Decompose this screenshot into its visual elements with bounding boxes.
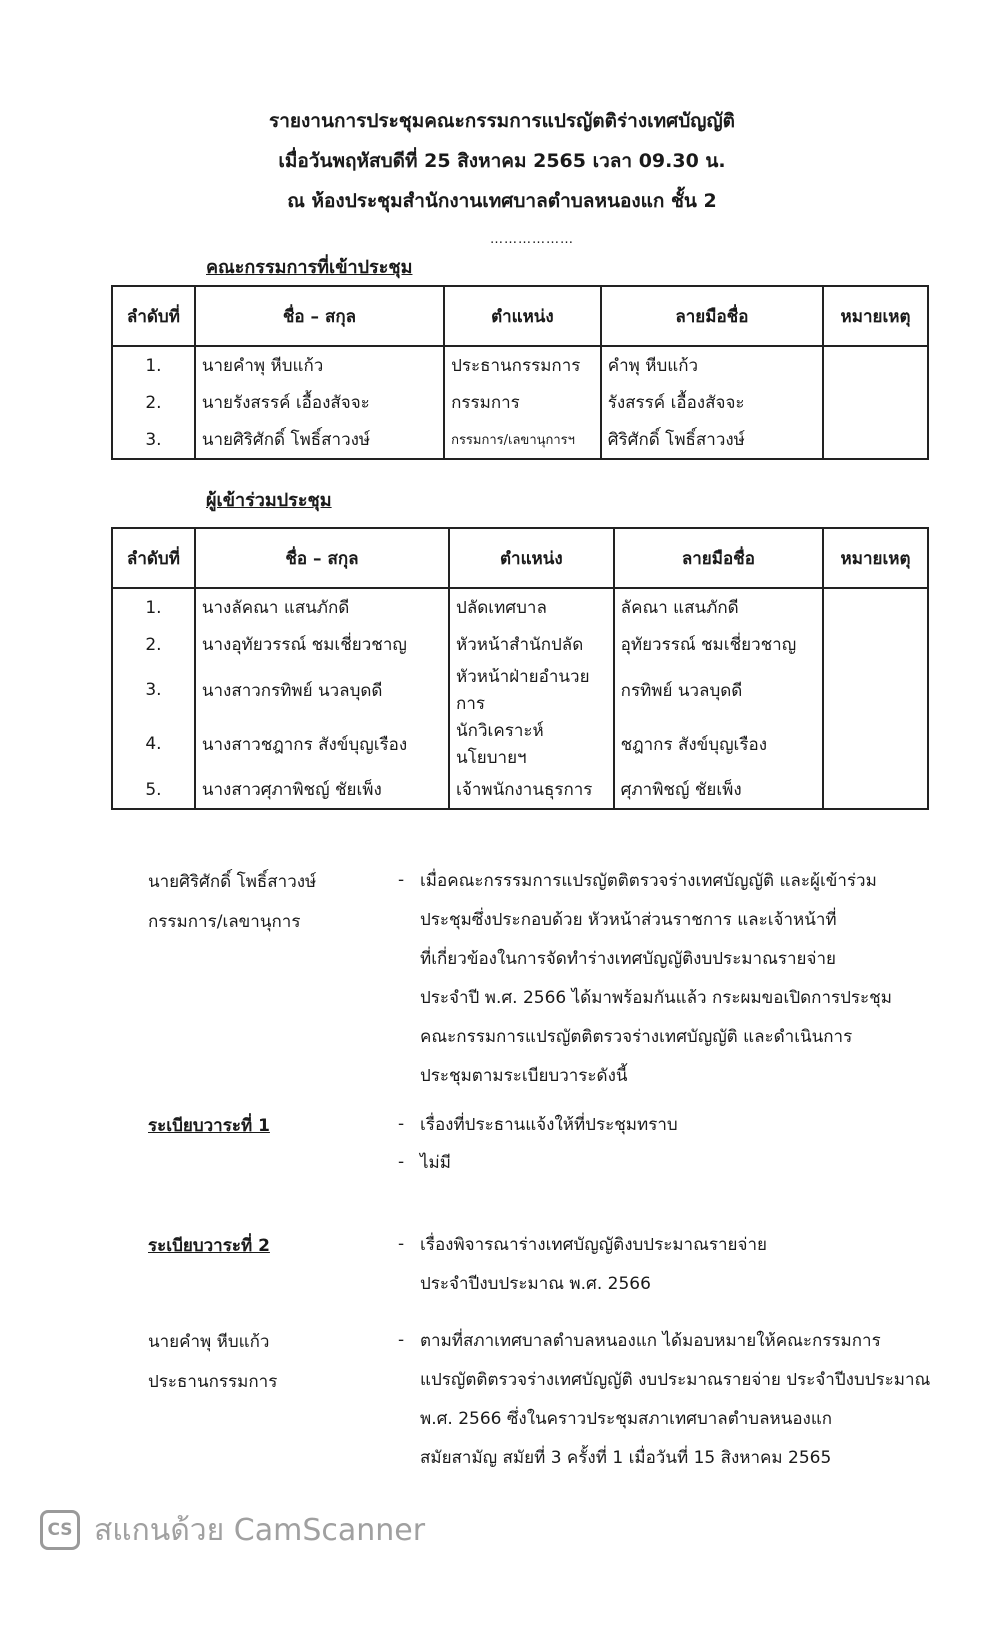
member-position: กรรมการ/เลขานุการฯ bbox=[444, 421, 601, 459]
attendee-name: นางอุทัยวรรณ์ ชมเชี่ยวชาญ bbox=[195, 626, 449, 663]
member-name: นายศิริศักดิ์ โพธิ์สาวงษ์ bbox=[195, 421, 444, 459]
attendee-signature: ชฎากร สังข์บุญเรือง bbox=[614, 717, 823, 771]
attendee-position: หัวหน้าสำนักปลัด bbox=[449, 626, 614, 663]
paragraph-line: คณะกรรมการแปรญัตติตรวจร่างเทศบัญญัติ และดำเนินการ bbox=[420, 1027, 853, 1047]
table-row bbox=[112, 626, 928, 663]
attendees-header-row bbox=[112, 528, 928, 588]
table-row bbox=[112, 771, 928, 809]
opening-dash: - bbox=[398, 870, 405, 890]
watermark-text: สแกนด้วย CamScanner bbox=[94, 1512, 426, 1548]
col-order: ลำดับที่ bbox=[112, 528, 195, 588]
member-signature: รังสรรค์ เอื้องสัจจะ bbox=[601, 384, 823, 421]
table-row bbox=[112, 384, 928, 421]
col-position: ตำแหน่ง bbox=[449, 528, 614, 588]
camscanner-watermark bbox=[40, 1508, 425, 1552]
paragraph-line: พ.ศ. 2566 ซึ่งในคราวประชุมสภาเทศบาลตำบลหนองแก bbox=[420, 1409, 833, 1429]
col-name: ชื่อ – สกุล bbox=[195, 528, 449, 588]
col-name: ชื่อ – สกุล bbox=[195, 286, 444, 346]
row-number: 1. bbox=[112, 346, 195, 384]
member-signature: คำพุ หีบแก้ว bbox=[601, 346, 823, 384]
col-signature: ลายมือชื่อ bbox=[601, 286, 823, 346]
opening-speaker bbox=[148, 862, 388, 942]
table-row bbox=[112, 421, 928, 459]
row-number: 2. bbox=[112, 384, 195, 421]
separator-dots: ……………… bbox=[490, 232, 574, 247]
speaker-name: นายศิริศักดิ์ โพธิ์สาวงษ์ bbox=[148, 872, 317, 892]
paragraph-line: เมื่อคณะกรรรมการแปรญัตติตรวจร่างเทศบัญญัติ และผู้เข้าร่วม bbox=[420, 871, 877, 891]
agenda-1-text: เรื่องที่ประธานแจ้งให้ที่ประชุมทราบ bbox=[420, 1115, 678, 1135]
col-note: หมายเหตุ bbox=[823, 286, 928, 346]
agenda-2-label: ระเบียบวาระที่ 2 bbox=[148, 1236, 270, 1256]
col-signature: ลายมือชื่อ bbox=[614, 528, 823, 588]
attendee-position: หัวหน้าฝ่ายอำนวยการ bbox=[449, 663, 614, 717]
paragraph-line: ประชุมตามระเบียบวาระดังนี้ bbox=[420, 1066, 628, 1086]
camscanner-logo-icon: CS bbox=[40, 1510, 80, 1550]
paragraph-line: ประชุมซึ่งประกอบด้วย หัวหน้าส่วนราชการ และเจ้าหน้าที่ bbox=[420, 910, 837, 930]
attendee-name: นางสาวชฎากร สังข์บุญเรือง bbox=[195, 717, 449, 771]
member-position: ประธานกรรมการ bbox=[444, 346, 601, 384]
attendee-note bbox=[823, 588, 928, 626]
paragraph-line: แปรญัตติตรวจร่างเทศบัญญัติ งบประมาณรายจ่าย ประจำปีงบประมาณ bbox=[420, 1370, 931, 1390]
paragraph-line: เรื่องพิจารณาร่างเทศบัญญัติงบประมาณรายจ่าย bbox=[420, 1235, 767, 1255]
attendee-name: นางสาวศุภาพิชญ์ ชัยเพ็ง bbox=[195, 771, 449, 809]
row-number: 3. bbox=[112, 663, 195, 717]
attendees-heading: ผู้เข้าร่วมประชุม bbox=[206, 490, 332, 511]
paragraph-line: ประจำปี พ.ศ. 2566 ได้มาพร้อมกันแล้ว กระผมขอเปิดการประชุม bbox=[420, 988, 892, 1008]
committee-table bbox=[111, 285, 929, 460]
table-row bbox=[112, 663, 928, 717]
agenda-2-paragraph bbox=[420, 1226, 940, 1304]
attendee-position: เจ้าพนักงานธุรการ bbox=[449, 771, 614, 809]
paragraph-line: สมัยสามัญ สมัยที่ 3 ครั้งที่ 1 เมื่อวันที่ 15 สิงหาคม 2565 bbox=[420, 1448, 832, 1468]
report-date: เมื่อวันพฤหัสบดีที่ 25 สิงหาคม 2565 เวลา 09.30 น. bbox=[278, 150, 726, 172]
paragraph-line: ที่เกี่ยวข้องในการจัดทำร่างเทศบัญญัติงบประมาณรายจ่าย bbox=[420, 949, 836, 969]
attendees-table bbox=[111, 527, 929, 810]
attendee-name: นางสาวกรทิพย์ นวลบุดดี bbox=[195, 663, 449, 717]
row-number: 3. bbox=[112, 421, 195, 459]
attendee-note bbox=[823, 717, 928, 771]
agenda-1-label: ระเบียบวาระที่ 1 bbox=[148, 1116, 270, 1136]
member-position: กรรมการ bbox=[444, 384, 601, 421]
report-title: รายงานการประชุมคณะกรรมการแปรญัตติร่างเทศบัญญัติ bbox=[269, 110, 735, 132]
chair-speaker bbox=[148, 1322, 388, 1402]
committee-heading: คณะกรรมการที่เข้าประชุม bbox=[206, 257, 413, 278]
chair-dash: - bbox=[398, 1330, 405, 1350]
attendee-note bbox=[823, 626, 928, 663]
paragraph-line: ประจำปีงบประมาณ พ.ศ. 2566 bbox=[420, 1274, 651, 1294]
member-name: นายคำพุ หีบแก้ว bbox=[195, 346, 444, 384]
table-row bbox=[112, 588, 928, 626]
table-row bbox=[112, 346, 928, 384]
agenda-1-none: ไม่มี bbox=[420, 1153, 451, 1173]
member-signature: ศิริศักดิ์ โพธิ์สาวงษ์ bbox=[601, 421, 823, 459]
row-number: 4. bbox=[112, 717, 195, 771]
member-name: นายรังสรรค์ เอื้องสัจจะ bbox=[195, 384, 444, 421]
paragraph-line: ตามที่สภาเทศบาลตำบลหนองแก ได้มอบหมายให้คณะกรรมการ bbox=[420, 1331, 881, 1351]
col-note: หมายเหตุ bbox=[823, 528, 928, 588]
col-position: ตำแหน่ง bbox=[444, 286, 601, 346]
agenda-1-dash: - bbox=[398, 1114, 405, 1134]
report-venue: ณ ห้องประชุมสำนักงานเทศบาลตำบลหนองแก ชั้น 2 bbox=[287, 190, 717, 212]
attendee-name: นางลัคณา แสนภักดี bbox=[195, 588, 449, 626]
member-note bbox=[823, 346, 928, 384]
attendee-signature: ศุภาพิชญ์ ชัยเพ็ง bbox=[614, 771, 823, 809]
attendee-note bbox=[823, 663, 928, 717]
attendee-signature: ลัคณา แสนภักดี bbox=[614, 588, 823, 626]
row-number: 1. bbox=[112, 588, 195, 626]
agenda-1-dash-2: - bbox=[398, 1152, 405, 1172]
attendee-position: ปลัดเทศบาล bbox=[449, 588, 614, 626]
speaker-role: ประธานกรรมการ bbox=[148, 1372, 278, 1392]
attendee-position: นักวิเคราะห์นโยบายฯ bbox=[449, 717, 614, 771]
row-number: 2. bbox=[112, 626, 195, 663]
attendee-signature: กรทิพย์ นวลบุดดี bbox=[614, 663, 823, 717]
speaker-role: กรรมการ/เลขานุการ bbox=[148, 912, 301, 932]
member-note bbox=[823, 421, 928, 459]
table-row bbox=[112, 717, 928, 771]
col-order: ลำดับที่ bbox=[112, 286, 195, 346]
member-note bbox=[823, 384, 928, 421]
agenda-2-dash: - bbox=[398, 1234, 405, 1254]
opening-paragraph bbox=[420, 862, 940, 1096]
attendee-note bbox=[823, 771, 928, 809]
row-number: 5. bbox=[112, 771, 195, 809]
speaker-name: นายคำพุ หีบแก้ว bbox=[148, 1332, 270, 1352]
attendee-signature: อุทัยวรรณ์ ชมเชี่ยวชาญ bbox=[614, 626, 823, 663]
chair-paragraph bbox=[420, 1322, 980, 1478]
committee-header-row bbox=[112, 286, 928, 346]
